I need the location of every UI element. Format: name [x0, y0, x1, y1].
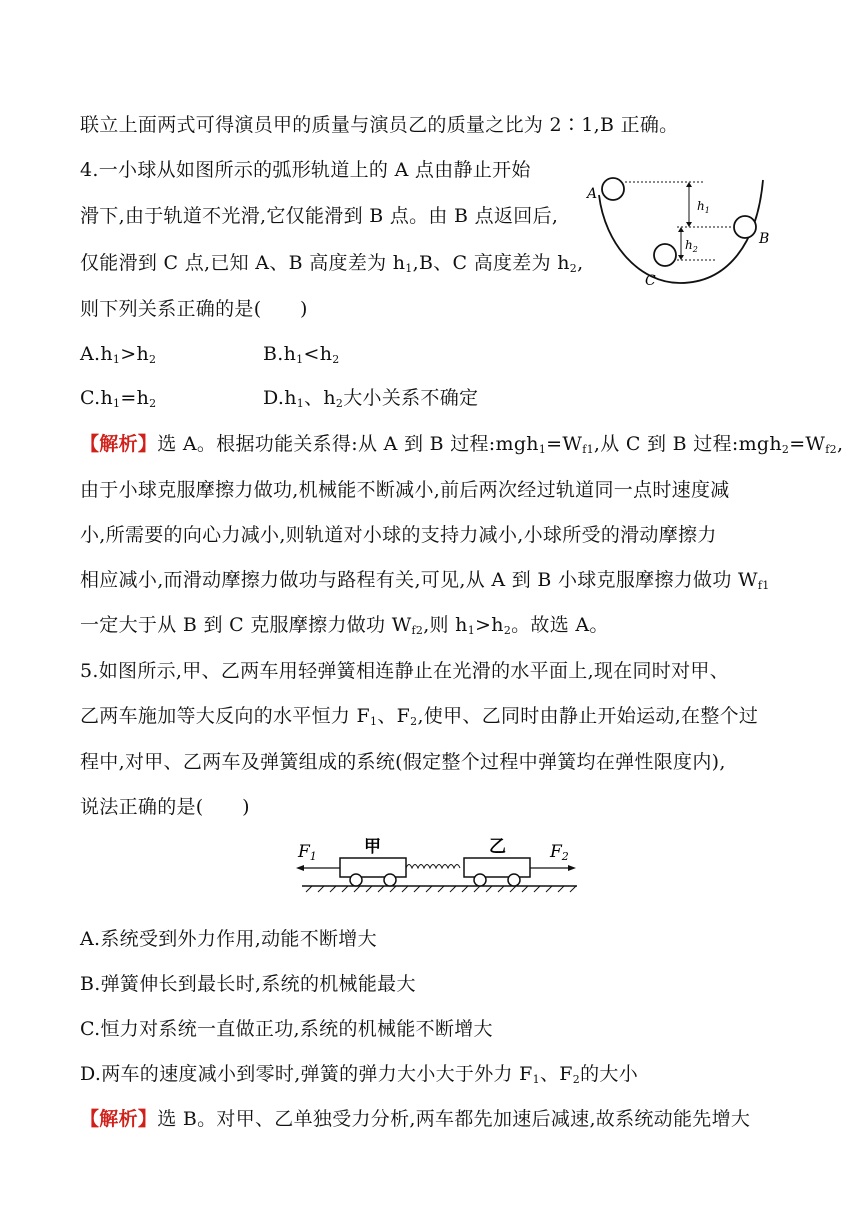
q5-stem-line-1: 5.如图所示,甲、乙两车用轻弹簧相连静止在光滑的水平面上,现在同时对甲、 — [80, 660, 730, 682]
q4-stem-line-4: 则下列关系正确的是( ) — [80, 298, 308, 320]
q5-cars-figure — [292, 832, 582, 894]
q4-stem-line-2: 滑下,由于轨道不光滑,它仅能滑到 B 点。由 B 点返回后, — [80, 205, 559, 227]
q4-analysis-line-2: 由于小球克服摩擦力做功,机械能不断减小,前后两次经过轨道同一点时速度减 — [80, 479, 730, 501]
q5-option-b: B.弹簧伸长到最长时,系统的机械能最大 — [80, 973, 416, 995]
q5-analysis-line-1: 【解析】选 B。对甲、乙单独受力分析,两车都先加速后减速,故系统动能先增大 — [80, 1108, 751, 1130]
q5-option-d: D.两车的速度减小到零时,弹簧的弹力大小大于外力 $F_1$、$F_2$的大小 — [80, 1063, 638, 1086]
intro-line: 联立上面两式可得演员甲的质量与演员乙的质量之比为 2∶1,B 正确。 — [80, 114, 679, 136]
ball-a — [602, 178, 624, 200]
q4-analysis-line-5: 一定大于从 B 到 C 克服摩擦力做功 $W_{f2}$,则 $h_1>h_2$。故选 A。 — [80, 614, 609, 637]
q5-stem-line-2: 乙两车施加等大反向的水平恒力 $F_1$、$F_2$,使甲、乙同时由静止开始运动,在整个过 — [80, 705, 759, 728]
label-b: B — [759, 231, 770, 247]
analysis-tag: 【解析】 — [80, 433, 158, 455]
arrow-f2 — [568, 865, 576, 871]
spring — [406, 865, 460, 869]
q4-option-b: $B.h_1<h_2$ — [263, 343, 340, 366]
q4-analysis-line-4: 相应减小,而滑动摩擦力做功与路程有关,可见,从 A 到 B 小球克服摩擦力做功 $W_{f1}$ — [80, 569, 770, 592]
label-car-jia: 甲 — [364, 837, 381, 857]
ball-b — [734, 216, 756, 238]
label-f1: F1 — [298, 842, 317, 863]
label-h2: $h_2$ — [685, 238, 698, 254]
arrow-f1 — [296, 865, 304, 871]
q4-analysis-line-1: 【解析】选 A。根据功能关系得:从 A 到 B 过程$:mgh_1=W_{f1}$,从 C 到 B 过程$:mgh_2=W_{f2}$, — [80, 433, 844, 456]
q5-option-a: A.系统受到外力作用,动能不断增大 — [80, 928, 377, 950]
q5-stem-line-3: 程中,对甲、乙两车及弹簧组成的系统(假定整个过程中弹簧均在弹性限度内), — [80, 751, 726, 773]
q4-stem-line-3: 仅能滑到 C 点,已知 A、B 高度差为 $h_1,B$、C 高度差为 $h_2$, — [80, 252, 584, 275]
ball-c — [654, 244, 676, 266]
label-f2: F2 — [550, 842, 569, 863]
q5-stem-line-4: 说法正确的是( ) — [80, 796, 250, 818]
q4-track-figure — [585, 165, 775, 295]
label-c: C — [645, 273, 656, 289]
q5-option-c: C.恒力对系统一直做正功,系统的机械能不断增大 — [80, 1018, 493, 1040]
q4-option-c: $C.h_1=h_2$ — [80, 387, 157, 410]
analysis-tag: 【解析】 — [80, 1108, 158, 1130]
label-car-yi: 乙 — [489, 837, 506, 857]
label-h1: $h_1$ — [697, 199, 710, 215]
q4-stem-line-1: 4.一小球从如图所示的弧形轨道上的 A 点由静止开始 — [80, 159, 531, 181]
q4-analysis-line-3: 小,所需要的向心力减小,则轨道对小球的支持力减小,小球所受的滑动摩擦力 — [80, 524, 717, 546]
q4-option-a: $A.h_1>h_2$ — [80, 343, 157, 366]
car-jia — [340, 858, 406, 877]
q4-option-d: $D.h_1$、$h_2$大小关系不确定 — [263, 387, 479, 410]
label-a: A — [587, 186, 598, 202]
car-yi — [464, 858, 530, 877]
